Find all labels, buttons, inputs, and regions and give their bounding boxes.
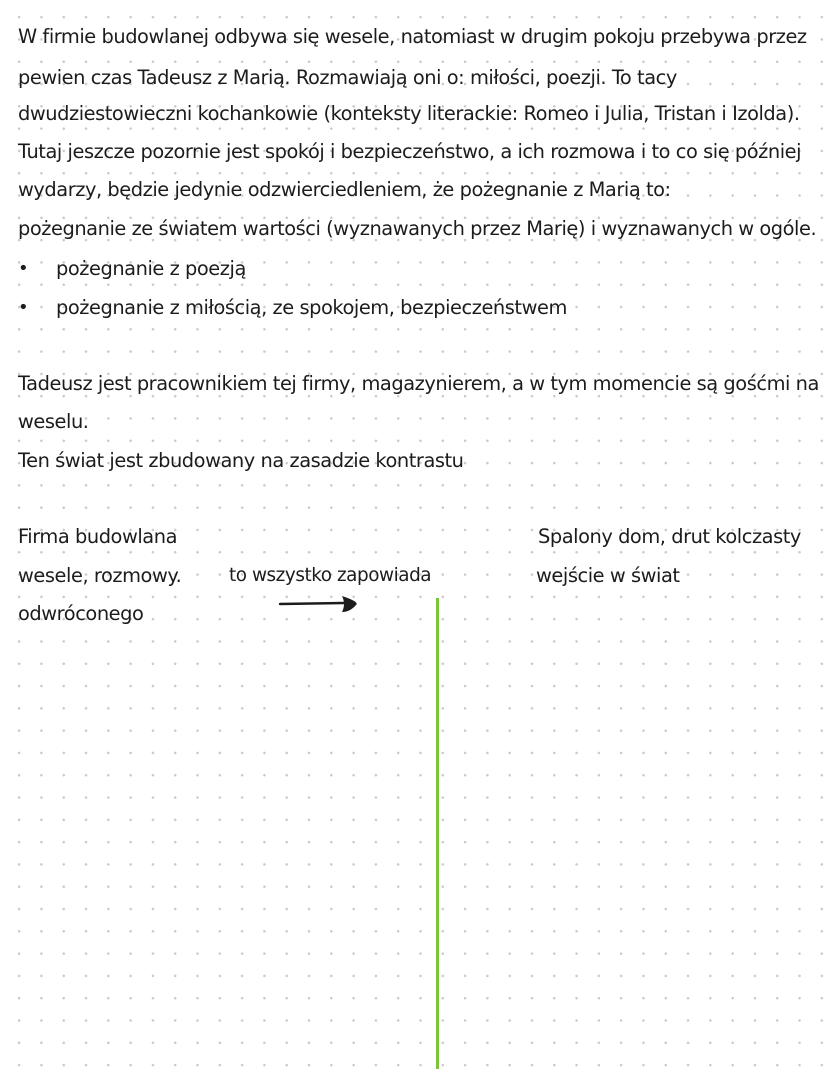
contrast-left-2: wesele, rozmowy. [18, 564, 182, 587]
paragraph2-line-2: weselu. [18, 410, 89, 433]
paragraph1-line-2: pewien czas Tadeusz z Marią. Rozmawiają oni o: miłości, poezji. To tacy [18, 66, 677, 89]
bullet-marker: • [18, 297, 29, 318]
contrast-left-1: Firma budowlana [18, 525, 178, 548]
bullet-marker: • [18, 258, 29, 279]
paragraph1-line-4: Tutaj jeszcze pozornie jest spokój i bezpieczeństwo, a ich rozmowa i to co się później [18, 140, 802, 163]
paragraph1-line-6: pożegnanie ze światem wartości (wyznawanych przez Marię) i wyznawanych w ogóle. [18, 217, 817, 240]
contrast-middle-label: to wszystko zapowiada [229, 565, 432, 586]
paragraph1-line-1: W firmie budowlanej odbywa się wesele, natomiast w drugim pokoju przebywa przez [18, 25, 807, 48]
green-divider-line [436, 598, 439, 1069]
contrast-right-1: Spalony dom, drut kolczasty [538, 525, 801, 548]
paragraph1-line-5: wydarzy, będzie jedynie odzwierciedleniem, że pożegnanie z Marią to: [18, 178, 671, 201]
contrast-left-3: odwróconego [18, 602, 144, 625]
bullet-item-1: pożegnanie z poezją [56, 257, 246, 280]
paragraph2-line-1: Tadeusz jest pracownikiem tej firmy, magazynierem, a w tym momencie są gośćmi na [18, 372, 819, 395]
bullet-item-2: pożegnanie z miłością, ze spokojem, bezpieczeństwem [56, 296, 567, 319]
contrast-right-2: wejście w świat [536, 564, 680, 587]
paragraph1-line-3: dwudziestowieczni kochankowie (konteksty literackie: Romeo i Julia, Tristan i Izolda). [18, 102, 800, 125]
paragraph2-line-3: Ten świat jest zbudowany na zasadzie kontrastu [18, 449, 464, 472]
arrow-right-icon [278, 592, 362, 616]
